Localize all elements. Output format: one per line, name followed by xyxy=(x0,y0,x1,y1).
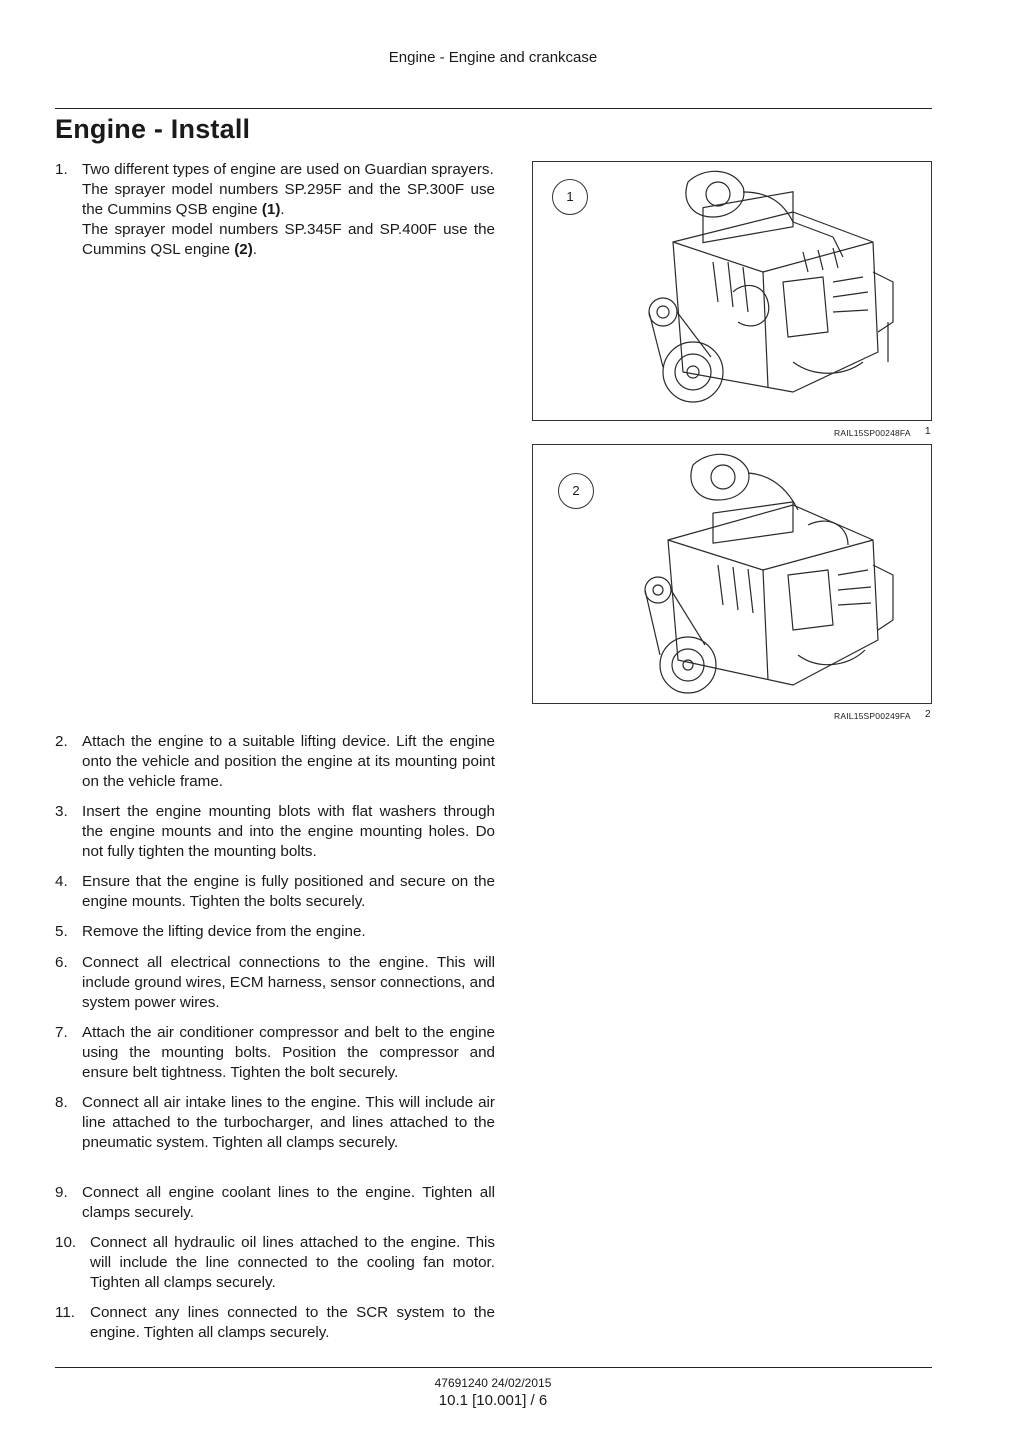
step-7 xyxy=(55,1023,495,1083)
step-text: Connect all hydraulic oil lines attached to the engine. This will include the line connected to the cooling fan motor. Tighten all clamps securely. xyxy=(90,1234,495,1291)
step-number: 9. xyxy=(55,1184,68,1201)
step-text: Attach the engine to a suitable lifting device. Lift the engine onto the vehicle and position the engine at its mounting point on the vehicle frame. xyxy=(82,733,495,790)
step-5 xyxy=(55,922,495,942)
page-title: Engine - Install xyxy=(55,114,251,144)
figure-ref-2: (2) xyxy=(234,241,253,258)
figure-2-engine-qsl xyxy=(532,444,932,704)
step-number: 2. xyxy=(55,733,68,750)
step1-line3-text: The sprayer model numbers SP.345F and SP.400F use the Cummins QSL engine xyxy=(82,221,495,258)
step-text: Remove the lifting device from the engine. xyxy=(82,923,366,940)
figure-callout-2: 2 xyxy=(558,473,594,509)
step-text: Connect all engine coolant lines to the engine. Tighten all clamps securely. xyxy=(82,1184,495,1221)
step-6 xyxy=(55,953,495,1013)
step-number: 4. xyxy=(55,873,68,890)
step-text: Connect all electrical connections to the engine. This will include ground wires, ECM harness, sensor connections, and system power wires. xyxy=(82,954,495,1011)
engine-qsl-illustration xyxy=(593,445,913,703)
step-number: 1. xyxy=(55,161,68,178)
step-text: Insert the engine mounting blots with flat washers through the engine mounts and into the engine mounting holes. Do not fully tighten the mounting bolts. xyxy=(82,803,495,860)
header-rule xyxy=(55,108,932,109)
step-9 xyxy=(55,1183,495,1223)
footer-rule xyxy=(55,1367,932,1368)
step-text: Connect any lines connected to the SCR system to the engine. Tighten all clamps securely. xyxy=(90,1304,495,1341)
step1-line2 xyxy=(82,180,495,220)
engine-qsb-illustration xyxy=(593,162,913,420)
step-8 xyxy=(55,1093,495,1153)
figure-1-number: 1 xyxy=(925,426,931,437)
step-text xyxy=(82,160,495,260)
figure-1-engine-qsb xyxy=(532,161,932,421)
step-11 xyxy=(55,1303,495,1343)
footer-doc-code: 47691240 24/02/2015 xyxy=(434,1376,552,1390)
step1-line3-end: . xyxy=(252,241,258,258)
step-number: 5. xyxy=(55,923,68,940)
step-number: 6. xyxy=(55,954,68,971)
step-number: 7. xyxy=(55,1024,68,1041)
figure-ref-1: (1) xyxy=(261,201,281,218)
step-text: Ensure that the engine is fully positioned and secure on the engine mounts. Tighten the bolts securely. xyxy=(82,873,495,910)
footer-page-number: 10.1 [10.001] / 6 xyxy=(438,1392,548,1409)
figure-callout-1: 1 xyxy=(552,179,588,215)
step-2 xyxy=(55,732,495,792)
step-number: 3. xyxy=(55,803,68,820)
step1-line1: Two different types of engine are used on Guardian sprayers. xyxy=(82,161,494,178)
step-10 xyxy=(55,1233,495,1293)
step-number: 8. xyxy=(55,1094,68,1111)
running-header: Engine - Engine and crankcase xyxy=(388,49,598,66)
step1-line3 xyxy=(82,220,495,260)
step1-line2-end: . xyxy=(280,201,285,218)
step-text: Connect all air intake lines to the engine. This will include air line attached to the turbocharger, and lines attached to the pneumatic system. Tighten all clamps securely. xyxy=(82,1094,495,1151)
step-1 xyxy=(55,160,495,260)
step-number: 11. xyxy=(55,1304,75,1321)
step1-line2-text: The sprayer model numbers SP.295F and the SP.300F use the Cummins QSB engine xyxy=(82,181,495,218)
step-number: 10. xyxy=(55,1234,77,1251)
step-4 xyxy=(55,872,495,912)
figure-1-code: RAIL15SP00248FA xyxy=(834,428,911,438)
step-3 xyxy=(55,802,495,862)
step-text: Attach the air conditioner compressor and belt to the engine using the mounting bolts. Position the compressor and ensure belt tightness. Tighten the bolt securely. xyxy=(82,1024,495,1081)
figure-2-code: RAIL15SP00249FA xyxy=(834,711,911,721)
figure-2-number: 2 xyxy=(925,709,931,720)
